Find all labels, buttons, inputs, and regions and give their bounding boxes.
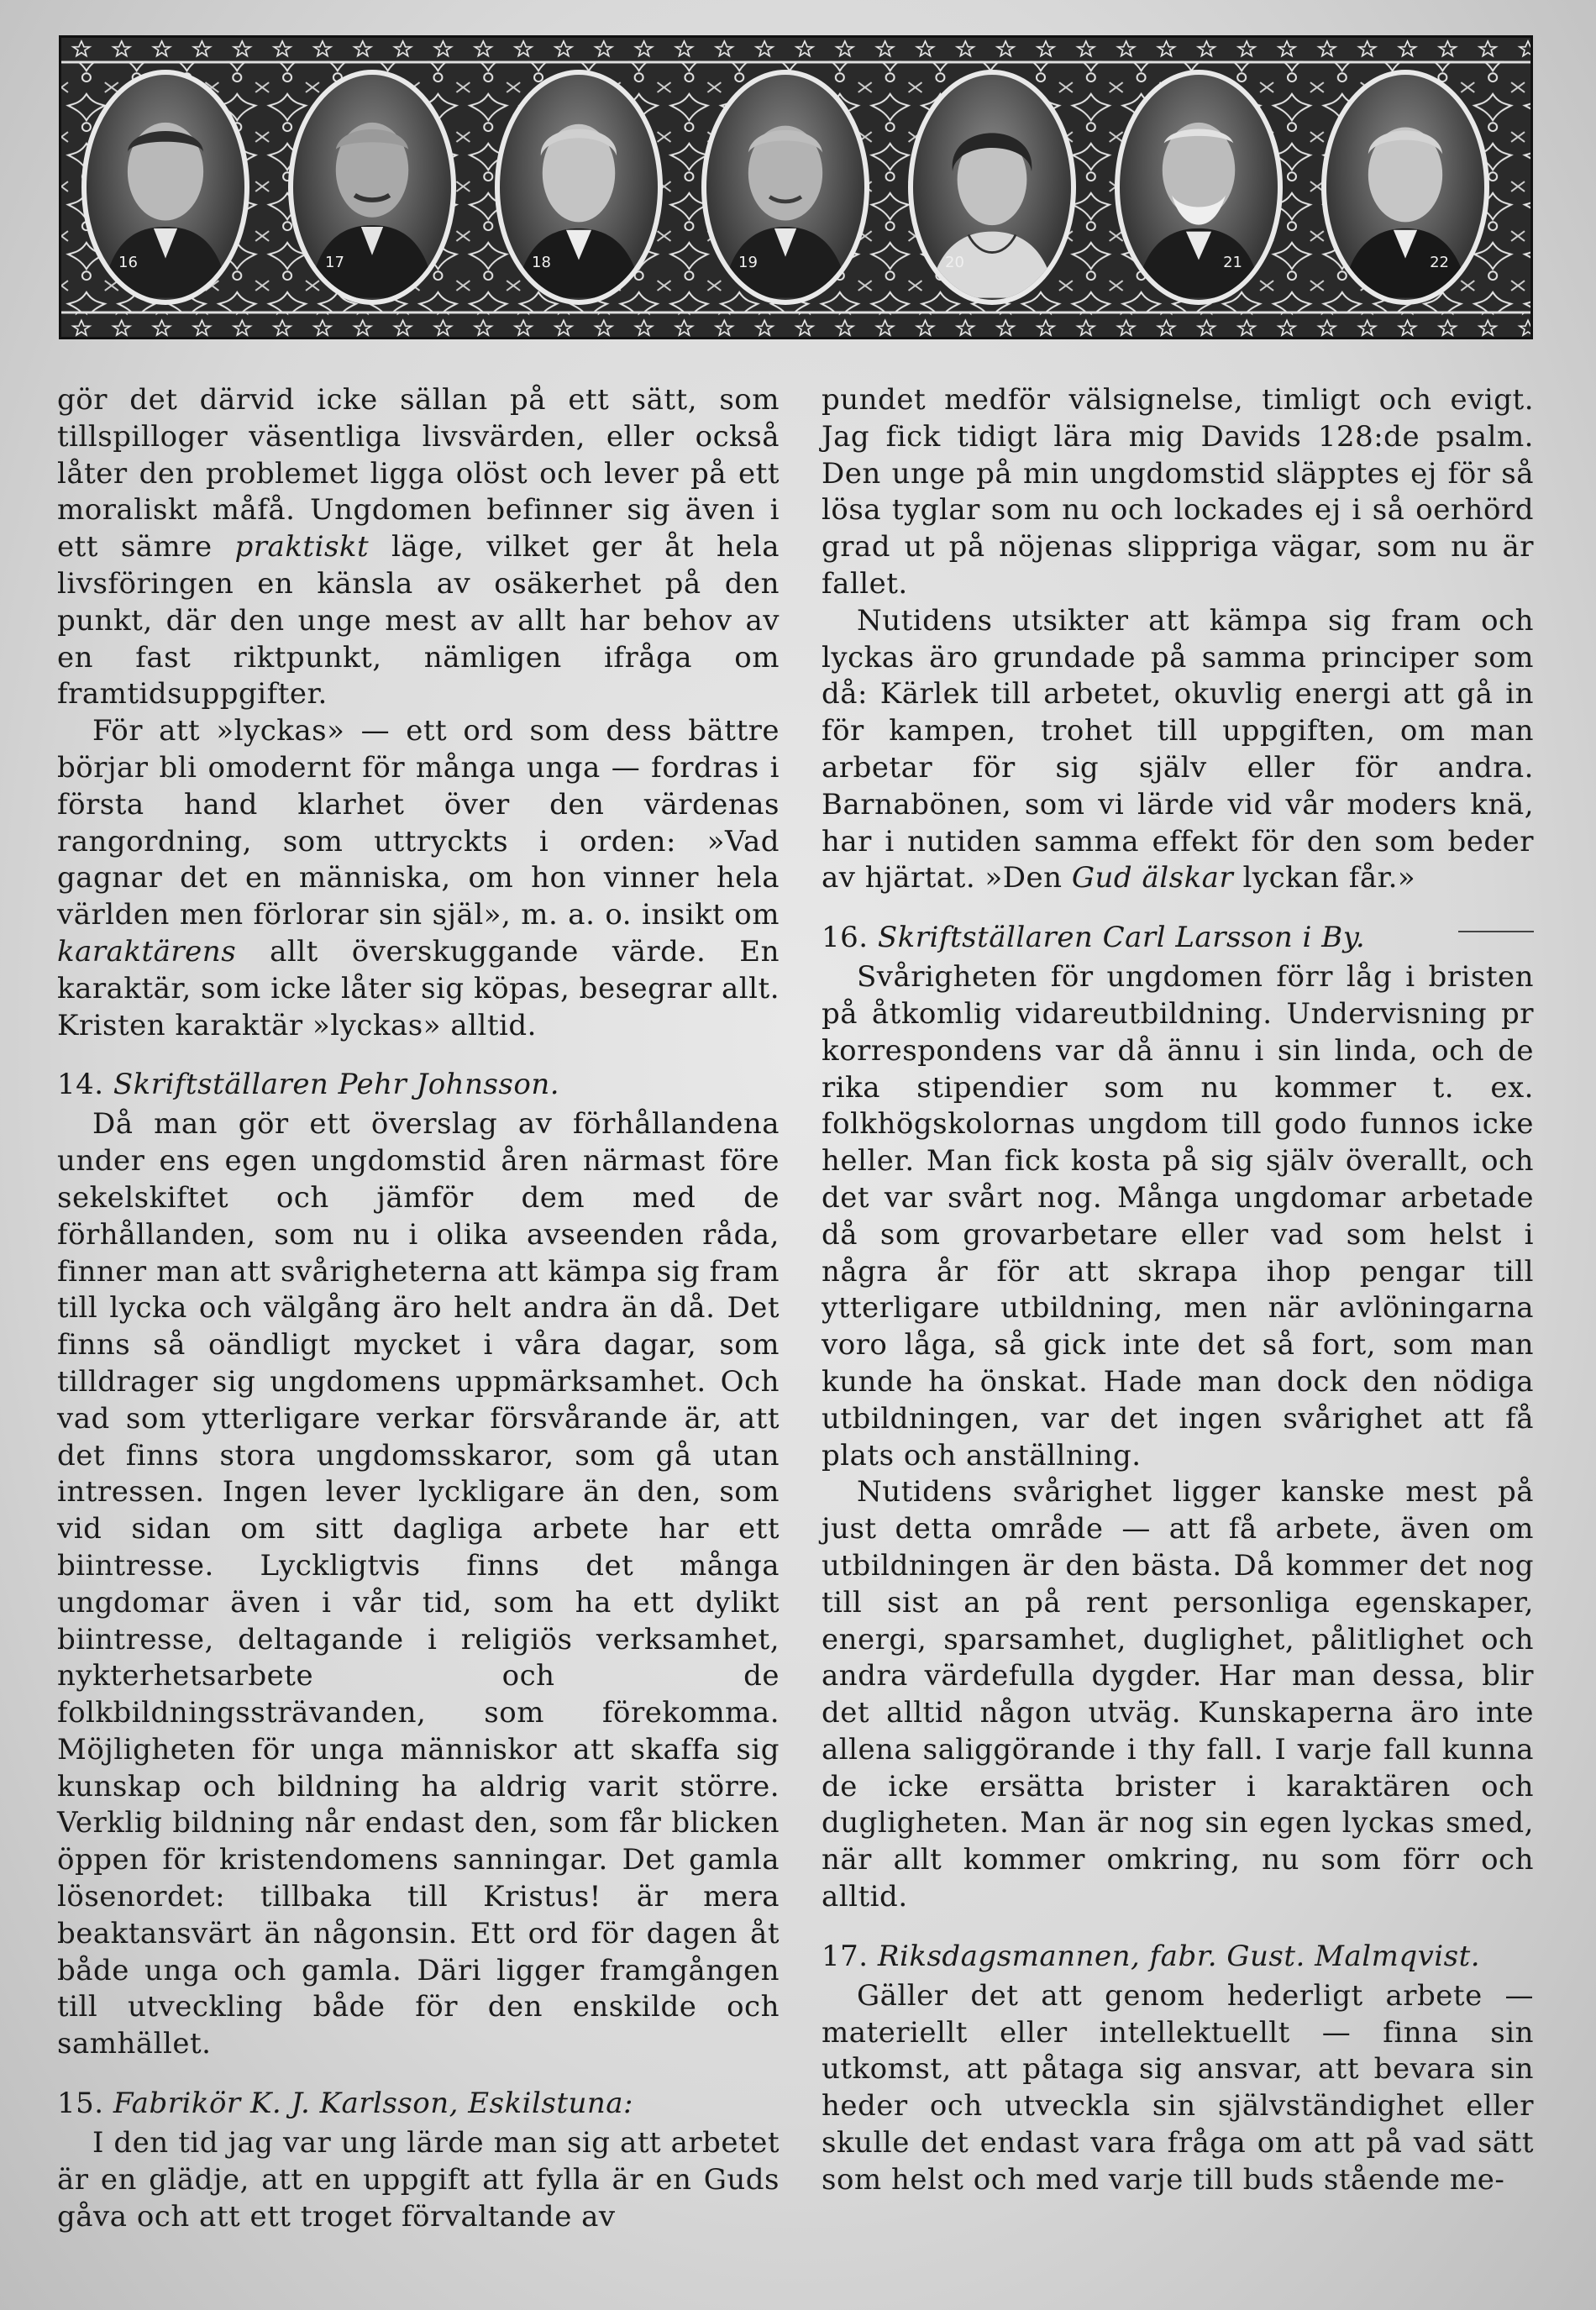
nutid-paragraph: Nutidens utsikter att kämpa sig fram och lyckas äro grundade på samma principer som då: Kärlek till arbetet, okuvlig energi att gå in för kampen, trohet till uppgiften, om man arbetar för sig själv eller för andra. Barnabönen, som vi lärde vid vår moders knä, har i nutiden samma effekt för den som beder av hjärtat. »Den Gud älskar lyckan får.» <box>822 603 1534 895</box>
portrait-number: 17 <box>325 254 344 271</box>
right-column <box>822 382 1534 2199</box>
portrait-number: 16 <box>118 254 138 271</box>
portrait-photo <box>1120 75 1278 300</box>
section-17-body: Gäller det att genom hederligt arbete — materiellt eller intellektuellt — finna sin utkomst, att påtaga sig ansvar, att bevara sin heder och utveckla sin självständighet eller skulle det endast vara fråga om att på vad sätt som helst och med varje till buds stående me- <box>822 1978 1534 2197</box>
continued-paragraph: pundet medför välsignelse, timligt och evigt. Jag fick tidigt lära mig Davids 128:de psalm. Den unge på min ungdomstid släpptes ej för så lösa tyglar som nu och lockades ej i så oerhörd grad ut på nöjenas slippriga vägar, som nu är fallet. <box>822 383 1534 601</box>
portrait-number: 19 <box>738 254 758 271</box>
portrait-photo <box>706 75 864 300</box>
portrait-number: 18 <box>532 254 551 271</box>
portrait-18 <box>495 70 663 305</box>
portrait-photo <box>293 75 451 300</box>
section-14-body: Då man gör ett överslag av förhållandena under ens egen ungdomstid åren närmast före sekelskiftet och jämför dem med de förhållanden, som nu i olika avseenden råda, finner man att svårigheterna att kämpa sig fram till lycka och välgång äro helt andra än då. Det finns så oändligt mycket i våra dagar, som tilldrager sig ungdomens uppmärksamhet. Och vad som ytterligare verkar försvårande är, att det finns stora ungdomsskaror, som gå utan intressen. Ingen lever lyckligare än den, som vid sidan om sitt dagliga arbete har ett biintresse. Lyckligtvis finns det många ungdomar även i vår tid, som ha ett dylikt biintresse, deltagande i religiös verksamhet, nykterhetsarbete och de folkbildningssträvanden, som förekomma. Möjligheten för unga människor att skaffa sig kunskap och bildning ha aldrig varit större. Verklig bildning når endast den, som får blicken öppen för kristendomens sanningar. Det gamla lösenordet: tillbaka till Kristus! är mera beaktansvärt än någonsin. Ett ord för dagen åt både unga och gamla. Däri ligger framgången till utveckling både för den enskilde och samhället. <box>57 1107 780 2061</box>
portrait-number: 22 <box>1430 254 1449 271</box>
section-heading-17: 17. Riksdagsmannen, fabr. Gust. Malmqvist. <box>822 1939 1481 1973</box>
section-16-body-1: Svårigheten för ungdomen förr låg i bristen på åtkomlig vidareutbildning. Undervisning pr korrespondens var då ännu i sin linda, och de rika stipendier som nu kommer t. ex. folkhögskolornas ungdom till godo funnos icke heller. Man fick kosta på sig själv överallt, och det var svårt nog. Många ungdomar arbetade då som grovarbetare eller vad som helst i några år för att skrapa ihop pengar till ytterligare utbildning, men när avlöningarna voro låga, så gick inte det så fort, som man kunde ha önskat. Hade man dock den nödiga utbildningen, var det ingen svårighet att få plats och anställning. <box>822 960 1534 1473</box>
portrait-22 <box>1321 70 1489 305</box>
portrait-19 <box>701 70 869 305</box>
portrait-photo <box>1326 75 1484 300</box>
portrait-20 <box>908 70 1076 305</box>
portrait-banner <box>59 35 1533 339</box>
portrait-16 <box>81 70 249 305</box>
portrait-photo <box>913 75 1071 300</box>
section-heading-15: 15. Fabrikör K. J. Karlsson, Eskilstuna: <box>57 2087 634 2121</box>
portrait-photo <box>87 75 244 300</box>
section-15-body: I den tid jag var ung lärde man sig att arbetet är en glädje, att en uppgift att fylla är en Guds gåva och att ett troget förvaltande av <box>57 2126 780 2234</box>
portrait-number: 21 <box>1223 254 1242 271</box>
portrait-21 <box>1115 70 1283 305</box>
section-16-body-2: Nutidens svårighet ligger kanske mest på just detta område — att få arbete, även om utbildningen är den bästa. Då kommer det nog till sist an på rent personliga egenskaper, energi, sparsamhet, duglighet, pålitlighet och andra värdefulla dygder. Har man dessa, blir det alltid någon utväg. Kunskaperna äro inte allena saliggörande i thy fall. I varje fall kunna de icke ersätta brister i karaktären och dugligheten. Man är nog sin egen lyckas smed, när allt kommer omkring, nu som förr och alltid. <box>822 1475 1534 1914</box>
left-column <box>57 382 780 2235</box>
lyckas-paragraph: För att »lyckas» — ett ord som dess bättre börjar bli omodernt för många unga — fordras i första hand klarhet över den värdenas rangordning, som uttryckts i orden: »Vad gagnar det en människa, om hon vinner hela världen men förlorar sin själ», m. a. o. insikt om karaktärens allt överskuggande värde. En karaktär, som icke låter sig köpas, besegrar allt. Kristen karaktär »lyckas» alltid. <box>57 714 780 1042</box>
portrait-number: 20 <box>945 254 964 271</box>
portrait-photo <box>500 75 658 300</box>
section-heading-16: 16. Skriftställaren Carl Larsson i By. <box>822 919 1534 956</box>
intro-paragraph: gör det därvid icke sällan på ett sätt, som tillspilloger väsentliga livsvärden, eller också låter den problemet ligga olöst och lever på ett moraliskt måfå. Ungdomen befinner sig även i ett sämre praktiskt läge, vilket ger åt hela livsföringen en känsla av osäkerhet på den punkt, där den unge mest av allt har behov av en fast riktpunkt, nämligen ifråga om framtidsuppgifter. <box>57 383 780 711</box>
section-heading-14: 14. Skriftställaren Pehr Johnsson. <box>57 1068 560 1102</box>
portrait-17 <box>288 70 456 305</box>
divider-rule <box>1458 931 1534 932</box>
